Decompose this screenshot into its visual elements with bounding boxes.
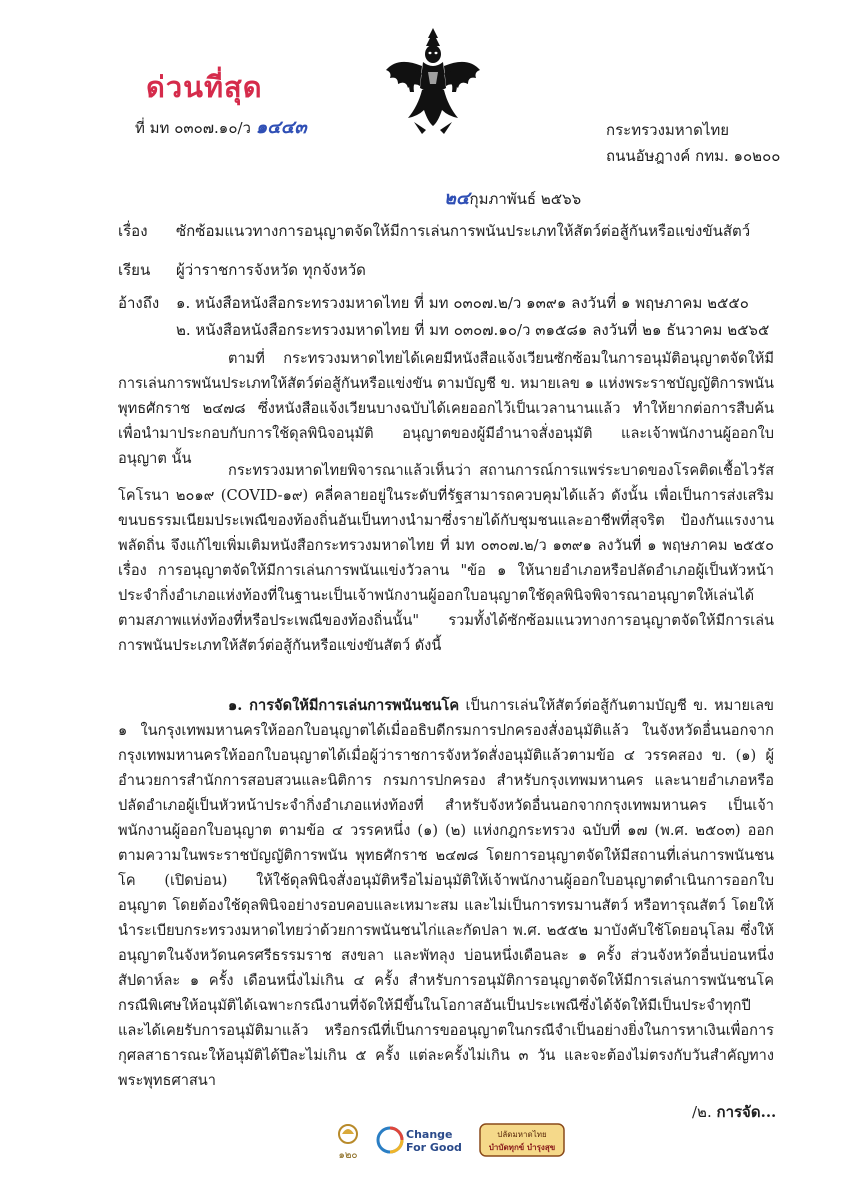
paragraph-3-text: เป็นการเล่นให้สัตว์ต่อสู้กันตามบัญชี ข. หมายเลข ๑ ในกรุงเทพมหานครให้ออกใบอนุญาตได้เมื่ออธิบดีกรมการปกครองสั่งอนุมัติแล้ว ในจังหวัดอื่นนอกจากกรุงเทพมหานครให้ออกใบอนุญาตได้เมื่อผู้ว่าราชการจังหวัดสั่งอนุมัติแล้วตามข้อ ๔ วรรคสอง ข. (๑) ผู้อำนวยการสำนักการสอบสวนและนิติการ กรมการปกครอง สำหรับกรุงเทพมหานคร และนายอำเภอหรือปลัดอำเภอผู้เป็นหัวหน้าประจำกิ่งอำเภอแห่งท้องที่ สำหรับจังหวัดอื่นนอกจากกรุงเทพมหานคร เป็นเจ้าพนักงานผู้ออกใบอนุญาต ตามข้อ ๔ วรรคหนึ่ง (๑) (๒) แห่งกฎกระทรวง ฉบับที่ ๑๗ (พ.ศ. ๒๕๐๓) ออกตามความในพระราชบัญญัติการพนัน พุทธศักราช ๒๔๗๘ โดยการอนุญาตจัดให้มีสถานที่เล่นการพนันชนโค (เปิดบ่อน) ให้ใช้ดุลพินิจสั่งอนุมัติหรือไม่อนุมัติให้เจ้าพนักงานผู้ออกใบอนุญาตดำเนินการออกใบอนุญาต โดยต้องใช้ดุลพินิจอย่างรอบคอบและเหมาะสม และไม่เป็นการทรมานสัตว์ หรือทารุณสัตว์ โดยให้นำระเบียบกระทรวงมหาดไทยว่าด้วยการพนันชนไก่และกัดปลา พ.ศ. ๒๕๕๒ มาบังคับใช้โดยอนุโลม ซึ่งให้อนุญาตในจังหวัดนครศรีธรรมราช สงขลา และพัทลุง บ่อนหนึ่งเดือนละ ๑ ครั้ง ส่วนจังหวัดอื่นบ่อนหนึ่งสัปดาห์ละ ๑ ครั้ง เดือนหนึ่งไม่เกิน ๔ ครั้ง สำหรับการอนุมัติการอนุญาตจัดให้มีการเล่นการพนันชนโค กรณีพิเศษให้อนุมัติได้เฉพาะกรณีงานที่จัดให้มีขึ้นในโอกาสอันเป็นประเพณีซึ่งได้จัดให้มีเป็นประจำทุกปี และได้เคยรับการอนุมัติมาแล้ว หรือกรณีที่เป็นการขออนุญาตในกรณีจำเป็นอย่างยิ่งในการหาเงินเพื่อการกุศลสาธารณะให้อนุมัติได้ปีละไม่เกิน ๕ ครั้ง แต่ละครั้งไม่เกิน ๓ วัน และจะต้องไม่ตรงกับวันสำคัญทางพระพุทธศาสนา (118, 697, 774, 1089)
date-day-handwritten: ๒๔ (444, 188, 470, 209)
subject-text: ซักซ้อมแนวทางการอนุญาตจัดให้มีการเล่นการพนันประเภทให้สัตว์ต่อสู้กันหรือแข่งขันสัตว์ (176, 222, 751, 240)
ministry-street: ถนนอัษฎางค์ กทม. ๑๐๒๐๐ (606, 147, 781, 165)
document-number (135, 112, 307, 141)
document-date (444, 183, 581, 212)
document-number-handwritten: ๑๔๔๓ (255, 117, 307, 138)
body-paragraph-2 (118, 458, 774, 658)
body-paragraph-3 (118, 693, 774, 1093)
subject-label: เรื่อง (118, 222, 148, 240)
slogan-logo-line2: บำบัดทุกข์ บำรุงสุข (488, 1143, 556, 1152)
recipient-line (118, 258, 366, 282)
reference-item-1: ๑. หนังสือหนังสือกระทรวงมหาดไทย ที่ มท ๐๓๐๗.๒/ว ๑๓๙๑ ลงวันที่ ๑ พฤษภาคม ๒๕๕๐ (176, 294, 749, 312)
continuation-prefix: /๒. (692, 1103, 712, 1121)
ministry-name: กระทรวงมหาดไทย (606, 121, 730, 139)
continuation-bold: การจัด... (716, 1103, 777, 1121)
change-for-good-logo-icon (378, 1128, 462, 1154)
recipient-text: ผู้ว่าราชการจังหวัด ทุกจังหวัด (176, 261, 366, 279)
subject-line (118, 219, 750, 243)
change-logo-line2: For Good (406, 1141, 462, 1154)
ministry-slogan-logo-icon (480, 1124, 564, 1156)
paragraph-1-text: ตามที่ กระทรวงมหาดไทยได้เคยมีหนังสือแจ้งเวียนซักซ้อมในการอนุมัติอนุญาตจัดให้มีการเล่นการพนันประเภทให้สัตว์ต่อสู้กันหรือแข่งขัน ตามบัญชี ข. หมายเลข ๑ แห่งพระราชบัญญัติการพนัน พุทธศักราช ๒๔๗๘ ซึ่งหนังสือแจ้งเวียนบางฉบับได้เคยออกไว้เป็นเวลานานแล้ว ทำให้ยากต่อการสืบค้นเพื่อนำมาประกอบกับการใช้ดุลพินิจอนุมัติ อนุญาตของผู้มีอำนาจสั่งอนุมัติ และเจ้าพนักงานผู้ออกใบอนุญาต นั้น (118, 350, 774, 467)
section-1-heading: ๑. การจัดให้มีการเล่นการพนันชนโค (228, 697, 460, 714)
date-month-year: กุมภาพันธ์ ๒๕๖๖ (469, 190, 582, 208)
reference-label: อ้างถึง (118, 294, 160, 312)
slogan-logo-line1: ปลัดมหาดไทย (497, 1130, 547, 1139)
ministry-address (606, 117, 780, 169)
change-logo-line1: Change (406, 1128, 453, 1141)
reference-item-2: ๒. หนังสือหนังสือกระทรวงมหาดไทย ที่ มท ๐๓๐๗.๑๐/ว ๓๑๕๘๑ ลงวันที่ ๒๑ ธันวาคม ๒๕๖๕ (176, 321, 770, 339)
paragraph-2-text: กระทรวงมหาดไทยพิจารณาแล้วเห็นว่า สถานการณ์การแพร่ระบาดของโรคติดเชื้อไวรัสโคโรนา ๒๐๑๙ (COVID-๑๙) คลี่คลายอยู่ในระดับที่รัฐสามารถควบคุมได้แล้ว ดังนั้น เพื่อเป็นการส่งเสริมขนบธรรมเนียมประเพณีของท้องถิ่นอันเป็นทางนำมาซึ่งรายได้กับชุมชนและอาชีพที่สุจริต ป้องกันแรงงานพลัดถิ่น จึงแก้ไขเพิ่มเติมหนังสือกระทรวงมหาดไทย ที่ มท ๐๓๐๗.๒/ว ๑๓๙๑ ลงวันที่ ๑ พฤษภาคม ๒๕๕๐ เรื่อง การอนุญาตจัดให้มีการเล่นการพนันแข่งวัวลาน "ข้อ ๑ ให้นายอำเภอหรือปลัดอำเภอผู้เป็นหัวหน้าประจำกิ่งอำเภอแห่งท้องที่ในฐานะเป็นเจ้าพนักงานผู้ออกใบอนุญาตใช้ดุลพินิจพิจารณาอนุญาตให้เล่นได้ตามสภาพแห่งท้องที่หรือประเพณีของท้องถิ่นนั้น" รวมทั้งได้ซักซ้อมแนวทางการอนุญาตจัดให้มีการเล่นการพนันประเภทให้สัตว์ต่อสู้กันหรือแข่งขันสัตว์ ดังนี้ (118, 462, 774, 654)
recipient-label: เรียน (118, 261, 151, 279)
footer-logos (330, 1118, 570, 1162)
urgency-stamp: ด่วนที่สุด (146, 70, 263, 104)
body-paragraph-1 (118, 346, 774, 471)
garuda-emblem-icon (378, 26, 488, 140)
continuation-marker (692, 1100, 776, 1124)
anniversary-logo-text: ๑๒๐ (338, 1150, 358, 1161)
reference-line-2 (118, 318, 769, 342)
anniversary-logo-icon (338, 1125, 357, 1161)
document-number-prefix: ที่ มท ๐๓๐๗.๑๐/ว (135, 119, 251, 137)
reference-line-1 (118, 291, 749, 315)
